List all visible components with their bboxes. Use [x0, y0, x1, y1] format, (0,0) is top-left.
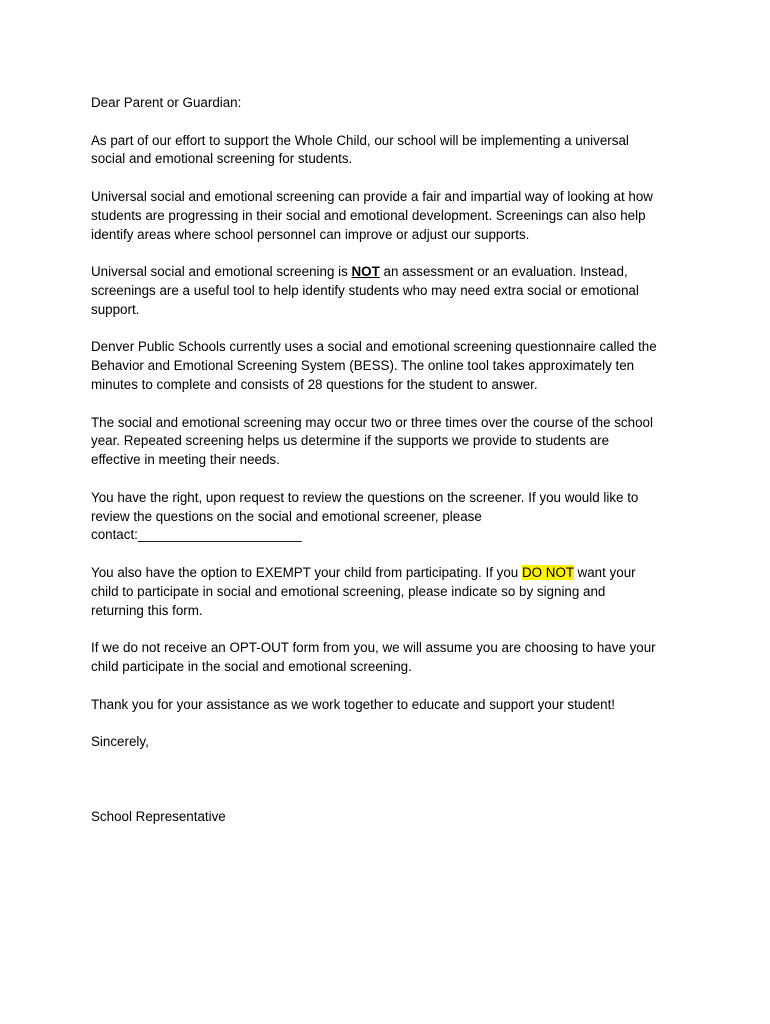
paragraph-review-rights: You have the right, upon request to review the questions on the screener. If you would like to review the questions on the social and emotional screener, please contact:______________________ [91, 489, 691, 545]
paragraph-exempt-option: You also have the option to EXEMPT your child from participating. If you DO NOT want your child to participate in social and emotional screening, please indicate so by signing and returning this form. [91, 564, 636, 618]
paragraph-whole-child: As part of our effort to support the Whole Child, our school will be implementing a universal social and emotional screening for students. [91, 132, 629, 167]
paragraph-opt-out: If we do not receive an OPT-OUT form from you, we will assume you are choosing to have your child participate in the social and emotional screening. [91, 640, 656, 674]
paragraph-not-assessment: Universal social and emotional screening is NOT an assessment or an evaluation. Instead, screenings are a useful tool to help identify students who may need extra social or emotional support. [91, 264, 639, 317]
contact-blank-line: contact:______________________ [91, 527, 302, 543]
paragraph-frequency: The social and emotional screening may occur two or three times over the course of the school year. Repeated screening helps us determine if the supports we provide to students are effective in meeting their needs. [91, 414, 653, 468]
letter-body [91, 94, 691, 845]
closing: Sincerely, [91, 734, 149, 750]
do-not-highlight: DO NOT [521, 564, 574, 580]
signature-space [91, 771, 691, 808]
salutation: Dear Parent or Guardian: [91, 95, 242, 110]
paragraph-thank-you: Thank you for your assistance as we work together to educate and support your student! [91, 696, 616, 712]
signature: School Representative [91, 808, 226, 824]
paragraph-fair-screening: Universal social and emotional screening can provide a fair and impartial way of looking at how students are progressing in their social and emotional development. Screenings can also help identify areas where school personnel can improve or adjust our supports. [91, 188, 653, 242]
paragraph-bess: Denver Public Schools currently uses a social and emotional screening questionnaire called the Behavior and Emotional Screening System (BESS). The online tool takes approximately ten minutes to complete and consists of 28 questions for the student to answer. [91, 339, 657, 392]
not-emphasis: NOT [351, 264, 380, 280]
